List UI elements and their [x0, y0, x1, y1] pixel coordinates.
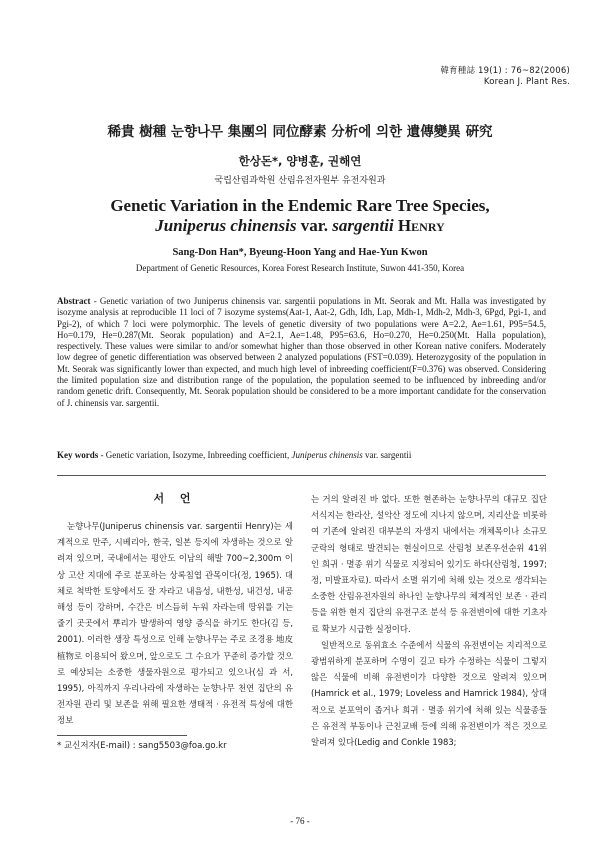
footnote-divider — [57, 735, 187, 736]
abstract-text: - Genetic variation of two Juniperus chinensis var. sargentii populations in Mt. Seorak and Mt. Halla was investigated by isozyme analysis at reproducible 11 loci of 7 isozyme systems(Aat-1, Aat-2, Gdh, Idh, Lap, Mdh-1, Mdh-2, Mdh-3, 6Pgd, Pgi-1, and Pgi-2), of which 7 loci were polymorphic. The levels of genetic diversity of two populations were A=2.2, Ae=1.61, P95=54.5, Ho=0.179, He=0.287(Mt. Seorak population) and A=2.1, Ae=1.48, P95=63.6, Ho=0.270, He=0.250(Mt. Halla population), respectively. These values were similar to and/or somewhat higher than those observed in other Korean native conifers. Moderately low degree of genetic differentiation was observed between 2 analyzed populations (FST=0.039). Heterozygosity of the population in Mt. Seorak was significantly lower than expected, and much high level of inbreeding coefficient(F=0.376) was observed. Considering the limited population size and distribution range of the population, the population seemed to be influenced by inbreeding and/or random genetic drift. Consequently, Mt. Seorak population should be considered to be a more important candidate for the conservation of J. chinensis var. sargentii. — [57, 296, 546, 408]
title-variety: sargentii — [332, 216, 394, 235]
title-species: Juniperus chinensis — [155, 216, 297, 235]
keywords — [57, 450, 546, 461]
korean-title: 稀貴 樹種 눈향나무 集團의 同位酵素 分析에 의한 遺傳變異 硏究 — [107, 124, 493, 140]
journal-citation-line2: Korean J. Plant Res. — [483, 77, 570, 87]
corresponding-author-footnote: * 교신저자(E-mail) : sang5503@foa.go.kr — [57, 741, 227, 751]
journal-citation-line1: 韓育種誌 19(1) : 76~82(2006) — [440, 66, 570, 76]
keywords-text: - Genetic variation, Isozyme, Inbreeding coefficient, — [98, 450, 292, 460]
english-title-line1: Genetic Variation in the Endemic Rare Tree Species, — [110, 196, 490, 215]
english-title-line2 — [0, 216, 600, 236]
section-heading-introduction: 서 언 — [153, 492, 197, 505]
english-affiliation: Department of Genetic Resources, Korea Forest Research Institute, Suwon 441-350, Korea — [135, 263, 465, 273]
title-authority: Henry — [393, 216, 445, 235]
korean-authors: 한상돈*, 양병훈, 권해연 — [238, 154, 362, 168]
page-number: - 76 - — [290, 816, 310, 826]
english-authors: Sang-Don Han*, Byeung-Hoon Yang and Hae-Yun Kwon — [172, 247, 428, 258]
body-paragraph: 는 거의 알려진 바 없다. 또한 현존하는 눈향나무의 대규모 집단 서식지는 한라산, 설악산 정도에 지나지 않으며, 지리산을 비롯하여 기존에 알려진 대부분의 자생지 내에서는 개체목이나 소규모 군락의 형태로 발견되는 현실이므로 산림청 보존우선순위 41위인 희귀 · 멸종 위기 식물로 지정되어 있기도 하다(산림청, 1997; 정, 미발표자료). 따라서 소멸 위기에 처해 있는 것으로 생각되는 소중한 산림유전자원의 하나인 눈향나무의 체계적인 보존 · 관리 등을 위한 현지 집단의 유전구조 분석 등 유전변이에 대한 기초자료 확보가 시급한 실정이다. — [311, 494, 547, 634]
body-left-column — [57, 518, 293, 729]
abstract — [57, 296, 546, 409]
abstract-label: Abstract — [57, 296, 91, 306]
body-right-column — [311, 491, 547, 750]
body-paragraph: 눈향나무(Juniperus chinensis var. sargentii Henry)는 세계적으로 만주, 시베리아, 한국, 일본 등지에 자생하는 것으로 알려져 있으며, 국내에서는 평안도 이남의 해발 700~2,300m 이상 고산 지대에 주로 분포하는 상록침엽 관목이다(정, 1965). 대체로 척박한 토양에서도 잘 자라고 내음성, 내한성, 내건성, 내공해성 등이 강하며, 수간은 비스듬히 누워 자라는데 땅위를 기는 줄기 곳곳에서 뿌리가 발생하여 영양 증식을 하기도 한다(김 등, 2001). 이러한 생장 특성으로 인해 눈향나무는 주로 조경용 地皮植物로 이용되어 왔으며, 앞으로도 그 수요가 꾸준히 증가할 것으로 예상되는 소중한 생물자원으로 평가되고 있으나(심 과 서, 1995), 아직까지 우리나라에 자생하는 눈향나무 천연 집단의 유전자원 관리 및 보존을 위해 필요한 생태적 · 유전적 특성에 대한 정보 — [57, 521, 293, 726]
keywords-species: Juniperus chinensis — [291, 450, 363, 460]
korean-affiliation: 국립산림과학원 산림유전자원부 유전자원과 — [214, 176, 386, 186]
keywords-label: Key words — [57, 450, 99, 460]
section-divider — [57, 475, 546, 476]
title-var: var. — [296, 216, 333, 235]
body-paragraph: 일반적으로 동위효소 수준에서 식물의 유전변이는 지리적으로 광범위하게 분포하며 수명이 길고 타가 수정하는 식물이 그렇지 않은 식물에 비해 유전변이가 다양한 것으로 알려져 있으며(Hamrick et al., 1979; Loveless and Hamrick 1984), 상대적으로 분포역이 좁거나 희귀 · 멸종 위기에 처해 있는 식물종들은 유전적 부동이나 근친교배 등에 의해 유전변이가 적은 것으로 알려져 있다(Ledig and Conkle 1983; — [311, 639, 547, 748]
keywords-tail: var. sargentii — [362, 450, 412, 460]
journal-citation — [440, 66, 570, 88]
